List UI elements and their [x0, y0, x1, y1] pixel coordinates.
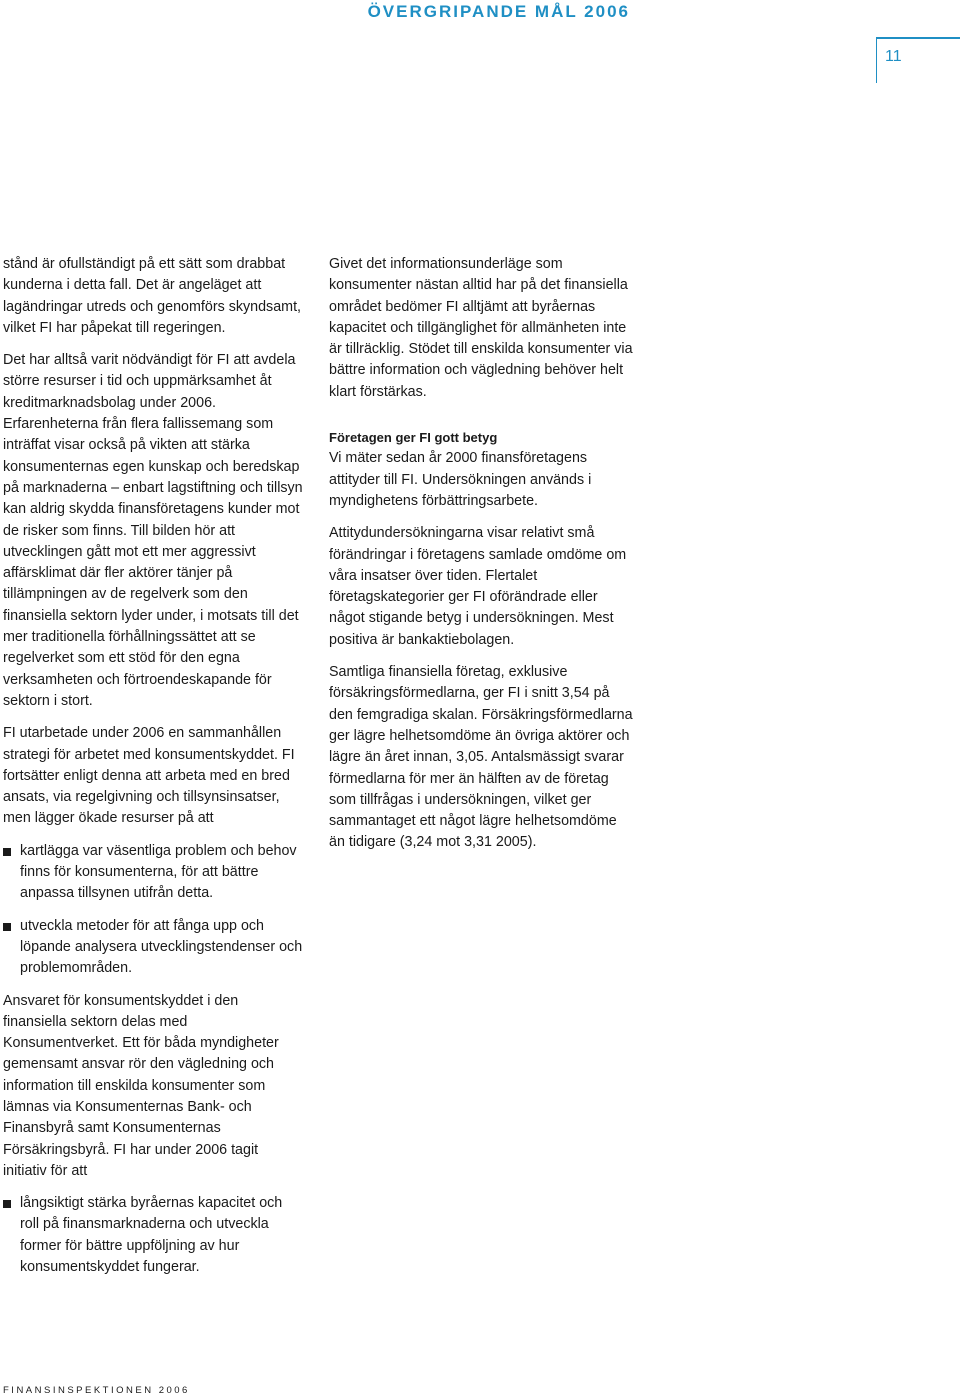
list-item-text: kartlägga var väsentliga problem och behov finns för konsumenterna, för att bättre anpassa tillsynen utifrån detta.	[20, 842, 297, 902]
list-item	[3, 1193, 305, 1278]
left-paragraph-2: Det har alltså varit nödvändigt för FI att avdela större resurser i tid och uppmärksamhet åt kreditmarknadsbolag under 2006. Erfarenheterna från flera fallissemang som inträffat visar också på vikten att stärka konsumenternas egen kunskap och beredskap på marknaderna – enbart lagstiftning och tillsyn kan aldrig skydda finansföretagens kunder mot de risker som finns. Till bilden hör att utvecklingen gått mot ett mer aggressivt affärsklimat där fler aktörer tänjer på tillämpningen av de regelverk som den finansiella sektorn lyder under, i motsats till det mer traditionella förhållningssättet att se regelverket som ett stöd för den egna verksamheten och förtroendeskapande för sektorn i stort.	[3, 352, 303, 709]
right-paragraph-1: Givet det informationsunderläge som konsumenter nästan alltid har på det finansiella området bedömer FI alltjämt att byråernas kapacitet och tillgänglighet för allmänheten inte är tillräcklig. Stödet till enskilda konsumenter via bättre information och vägledning behöver helt klart förstärkas.	[329, 256, 633, 400]
list-item-text: långsiktigt stärka byråernas kapacitet och roll på finansmarknaderna och utveckla former för bättre uppföljning av hur konsumentskyddet fungerar.	[20, 1195, 283, 1276]
square-bullet-icon	[3, 1200, 11, 1208]
section-title: ÖVERGRIPANDE MÅL 2006	[367, 2, 630, 21]
list-item	[3, 916, 305, 980]
right-paragraph-4: Samtliga finansiella företag, exklusive försäkringsförmedlarna, ger FI i snitt 3,54 på den femgradiga skalan. Försäkringsförmedlarna ger lägre helhetsomdöme än övriga aktörer och lägre än året innan, 3,05. Antalsmässigt svarar förmedlarna för mer än hälften av de företag som tillfrågas i undersökningen, vilket ger sammantaget ett något lägre helhetsomdöme än tidigare (3,24 mot 3,31 2005).	[329, 664, 633, 851]
footer-publisher: FINANSINSPEKTIONEN 2006	[3, 1385, 190, 1396]
bullet-list-1	[3, 841, 305, 980]
left-column	[3, 254, 305, 1289]
left-paragraph-4: Ansvaret för konsumentskyddet i den finansiella sektorn delas med Konsumentverket. Ett för båda myndigheter gemensamt ansvar rör den vägledning och information till enskilda konsumenter som lämnas via Konsumenternas Bank- och Finansbyrå samt Konsumenternas Försäkringsbyrå. FI har under 2006 tagit initiativ för att	[3, 992, 279, 1179]
left-paragraph-3: FI utarbetade under 2006 en sammanhållen strategi för arbetet med konsumentskyddet. FI fortsätter enligt denna att arbeta med en bred ansats, via regelgivning och tillsynsinsatser, men lägger ökade resurser på att	[3, 725, 295, 827]
square-bullet-icon	[3, 923, 11, 931]
bullet-list-2	[3, 1193, 305, 1278]
left-paragraph-1: stånd är ofullständigt på ett sätt som drabbat kunderna i detta fall. Det är angeläget att lagändringar utreds och genomförs skyndsamt, vilket FI har påpekat till regeringen.	[3, 256, 302, 336]
list-item	[3, 841, 305, 905]
page-number: 11	[885, 48, 902, 65]
list-item-text: utveckla metoder för att fånga upp och löpande analysera utvecklingstendenser och problemområden.	[20, 917, 303, 977]
right-paragraph-2: Vi mäter sedan år 2000 finansföretagens attityder till FI. Undersökningen används i myndighetens förbättringsarbete.	[329, 450, 592, 509]
right-column	[329, 254, 634, 865]
subheading: Företagen ger FI gott betyg	[329, 430, 498, 446]
page-number-box	[876, 37, 960, 83]
square-bullet-icon	[3, 848, 11, 856]
right-paragraph-3: Attitydundersökningarna visar relativt små förändringar i företagens samlade omdöme om våra insatser över tiden. Flertalet företagskategorier ger FI oförändrade eller något stigande betyg i undersökningen. Mest positiva är bankaktiebolagen.	[329, 525, 627, 648]
